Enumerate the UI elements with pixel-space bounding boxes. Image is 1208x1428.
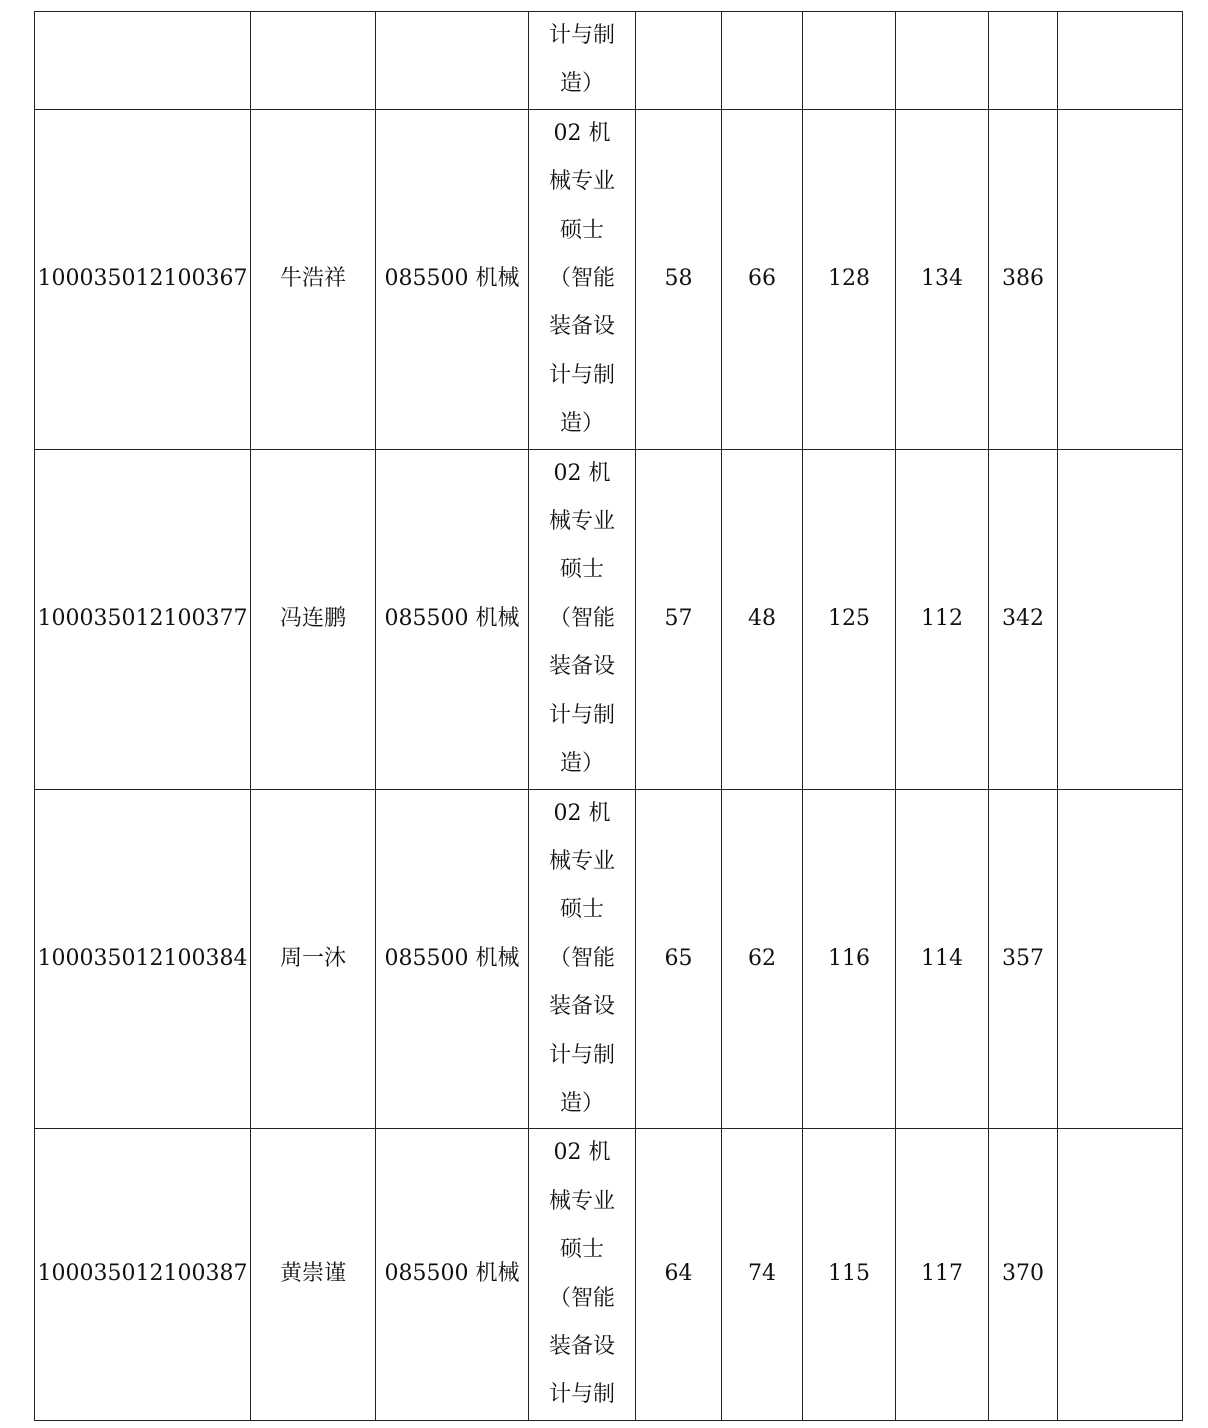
score-professional-cell: 117 <box>896 1129 989 1420</box>
remark-cell <box>1058 789 1183 1129</box>
major-line: 硕士 <box>559 1237 604 1263</box>
major-line: 装备设 <box>548 994 615 1020</box>
score-table <box>34 11 1183 1421</box>
major-direction-cell <box>529 1129 636 1420</box>
major-line: 计与制 <box>548 23 615 48</box>
candidate-name-cell <box>251 12 376 110</box>
major-direction-cell <box>529 789 636 1129</box>
table-row <box>35 789 1183 1129</box>
major-line: （智能 <box>548 605 615 631</box>
major-line: 械专业 <box>548 509 615 535</box>
major-direction-cell <box>529 109 636 449</box>
score-math-cell: 128 <box>803 109 896 449</box>
total-score-cell: 342 <box>989 449 1058 789</box>
score-english-cell: 74 <box>722 1129 803 1420</box>
major-line: 计与制 <box>548 1382 615 1408</box>
table-row <box>35 12 1183 110</box>
score-math-cell <box>803 12 896 110</box>
major-direction-cell <box>529 12 636 110</box>
score-english-cell: 62 <box>722 789 803 1129</box>
major-direction-cell <box>529 449 636 789</box>
candidate-name-cell: 黄崇谨 <box>251 1129 376 1420</box>
major-line: 械专业 <box>548 1188 615 1214</box>
exam-id-cell: 100035012100387 <box>35 1129 251 1420</box>
major-line: 硕士 <box>559 557 604 583</box>
program-cell: 085500 机械 <box>376 449 529 789</box>
major-line: （智能 <box>548 945 615 971</box>
major-line: 02 机 <box>553 120 611 146</box>
score-professional-cell <box>896 12 989 110</box>
score-politics-cell <box>636 12 722 110</box>
score-english-cell <box>722 12 803 110</box>
total-score-cell: 357 <box>989 789 1058 1129</box>
major-line: 造） <box>559 71 604 97</box>
major-line: 02 机 <box>553 460 611 486</box>
program-cell: 085500 机械 <box>376 1129 529 1420</box>
score-politics-cell: 64 <box>636 1129 722 1420</box>
candidate-name-cell: 周一沐 <box>251 789 376 1129</box>
major-line: 装备设 <box>548 654 615 680</box>
score-professional-cell: 112 <box>896 449 989 789</box>
score-politics-cell: 58 <box>636 109 722 449</box>
program-cell: 085500 机械 <box>376 789 529 1129</box>
score-math-cell: 125 <box>803 449 896 789</box>
exam-id-cell: 100035012100377 <box>35 449 251 789</box>
exam-id-cell: 100035012100384 <box>35 789 251 1129</box>
major-line: （智能 <box>548 1285 615 1311</box>
major-line: 02 机 <box>553 1140 611 1166</box>
major-line: 械专业 <box>548 848 615 874</box>
program-cell: 085500 机械 <box>376 109 529 449</box>
major-line: 装备设 <box>548 1333 615 1359</box>
major-line: 装备设 <box>548 314 615 340</box>
remark-cell <box>1058 1129 1183 1420</box>
exam-id-cell <box>35 12 251 110</box>
total-score-cell: 370 <box>989 1129 1058 1420</box>
score-math-cell: 115 <box>803 1129 896 1420</box>
major-line: 02 机 <box>553 800 611 826</box>
exam-id-cell: 100035012100367 <box>35 109 251 449</box>
score-math-cell: 116 <box>803 789 896 1129</box>
total-score-cell: 386 <box>989 109 1058 449</box>
program-cell <box>376 12 529 110</box>
score-english-cell: 66 <box>722 109 803 449</box>
major-line: （智能 <box>548 266 615 292</box>
major-line: 硕士 <box>559 897 604 923</box>
table-row <box>35 1129 1183 1420</box>
total-score-cell <box>989 12 1058 110</box>
remark-cell <box>1058 109 1183 449</box>
score-politics-cell: 65 <box>636 789 722 1129</box>
table-row <box>35 449 1183 789</box>
remark-cell <box>1058 12 1183 110</box>
score-professional-cell: 114 <box>896 789 989 1129</box>
candidate-name-cell: 牛浩祥 <box>251 109 376 449</box>
score-politics-cell: 57 <box>636 449 722 789</box>
major-line: 械专业 <box>548 169 615 195</box>
major-line: 硕士 <box>559 217 604 243</box>
table-row <box>35 109 1183 449</box>
major-line: 造） <box>559 1090 604 1116</box>
score-english-cell: 48 <box>722 449 803 789</box>
major-line: 造） <box>559 751 604 777</box>
major-line: 计与制 <box>548 362 615 388</box>
candidate-name-cell: 冯连鹏 <box>251 449 376 789</box>
major-line: 造） <box>559 411 604 437</box>
remark-cell <box>1058 449 1183 789</box>
score-professional-cell: 134 <box>896 109 989 449</box>
major-line: 计与制 <box>548 702 615 728</box>
major-line: 计与制 <box>548 1042 615 1068</box>
